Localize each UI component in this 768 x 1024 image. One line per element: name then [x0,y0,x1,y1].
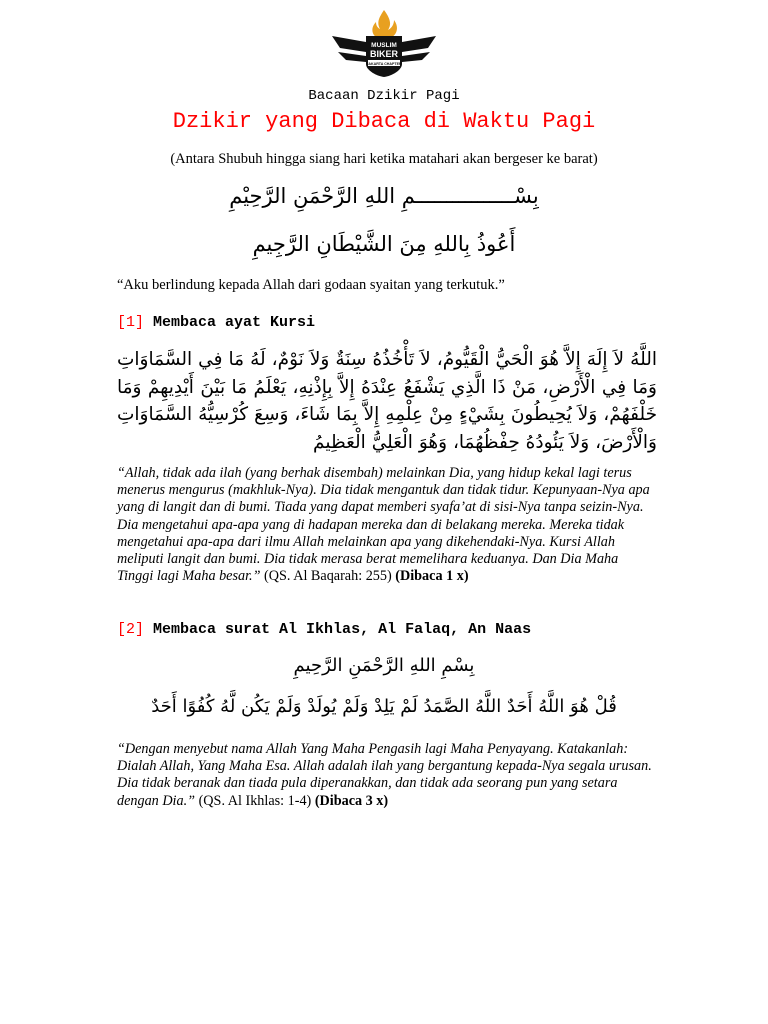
flame-icon [372,10,397,38]
ayat-kursi-arabic: اللَّهُ لاَ إِلَهَ إِلاَّ هُوَ الْحَيُّ الْقَيُّومُ، لاَ تَأْخُذُهُ سِنَةٌ وَلاَ نَوْمٌ، لَهُ مَا فِي السَّمَاوَاتِ وَمَا فِي الْأَرْضِ، مَنْ ذَا الَّذِي يَشْفَعُ عِنْدَهُ إِلاَّ بِإِذْنِهِ، يَعْلَمُ مَا بَيْنَ أَيْدِيهِمْ وَمَا خَلْفَهُمْ، وَلاَ يُحِيطُونَ بِشَيْءٍ مِنْ عِلْمِهِ إِلاَّ بِمَا شَاءَ، وَسِعَ كُرْسِيُّهُ السَّمَاوَاتِ وَالْأَرْضَ، وَلاَ يَئُودُهُ حِفْظُهُمَا، وَهُوَ الْعَلِيُّ الْعَظِيمُ [117,349,657,453]
basmalah-arabic: بِسْــــــــــــــــمِ اللهِ الرَّحْمَنِ الرَّحِيْمِ [229,184,539,208]
basmalah-arabic-2: بِسْمِ اللهِ الرَّحْمَنِ الرَّحِيمِ [293,655,475,676]
al-ikhlas-translation-block [117,741,652,810]
page-title: Dzikir yang Dibaca di Waktu Pagi [172,109,596,134]
ayat-kursi-translation: “Allah, tidak ada ilah (yang berhak disembah) melainkan Dia, yang hidup kekal lagi terus menerus mengurus (makhluk-Nya). Dia tidak mengantuk dan tidak tidur. Kepunyaan-Nya apa yang di langit dan di bumi. Tiada yang dapat memberi syafa’at di sisi-Nya tanpa seizin-Nya. Dia mengetahui apa-apa yang di hadapan mereka dan di belakang mereka. Mereka tidak mengetahui apa-apa dari ilmu Allah melainkan apa yang dikehendaki-Nya. Kursi Allah meliputi langit dan bumi. Dia tidak merasa berat memelihara keduanya. Dan Dia Maha Tinggi lagi Maha besar.” [117,465,650,585]
right-wing-icon [402,36,436,62]
page-subtitle: Bacaan Dzikir Pagi [308,88,460,104]
ayat-kursi-translation-block [117,465,652,585]
section-2-title: Membaca surat Al Ikhlas, Al Falaq, An Naas [153,621,532,638]
intro-note: (Antara Shubuh hingga siang hari ketika matahari akan bergeser ke barat) [170,151,598,167]
section-1-title: Membaca ayat Kursi [153,314,316,331]
section-2-heading [117,621,531,638]
al-ikhlas-count: (Dibaca 3 x) [314,792,389,809]
section-1-number: [1] [117,314,145,331]
left-wing-icon [332,36,366,62]
taawudz-arabic: أَعُوذُ بِاللهِ مِنَ الشَّيْطَانِ الرَّجِيمِ [252,232,516,256]
logo-text-top: MUSLIM [371,42,397,49]
taawudz-translation: “Aku berlindung kepada Allah dari godaan syaitan yang terkutuk.” [117,277,505,293]
muslim-biker-logo [330,8,438,78]
logo-text-middle: BIKER [369,49,399,59]
al-ikhlas-source: (QS. Al Ikhlas: 1-4) [195,792,315,809]
al-ikhlas-arabic: قُلْ هُوَ اللَّهُ أَحَدٌ اللَّهُ الصَّمَدُ لَمْ يَلِدْ وَلَمْ يُولَدْ وَلَمْ يَكُن لَّهُ كُفُوًا أَحَدٌ [151,696,617,717]
ayat-kursi-count: (Dibaca 1 x) [395,568,469,585]
ayat-kursi-source: (QS. Al Baqarah: 255) [260,568,396,585]
section-1-heading [117,314,315,331]
al-ikhlas-translation: “Dengan menyebut nama Allah Yang Maha Pengasih lagi Maha Penyayang. Katakanlah: Dialah Allah, Yang Maha Esa. Allah adalah ilah yang bergantung kepada-Nya segala urusan. Dia tidak beranak dan tiada pula diperanakkan, dan tidak ada seorang pun yang setara dengan Dia.” [117,741,652,809]
section-2-number: [2] [117,621,145,638]
logo-text-bottom: JAKARTA CHAPTER [366,61,402,66]
